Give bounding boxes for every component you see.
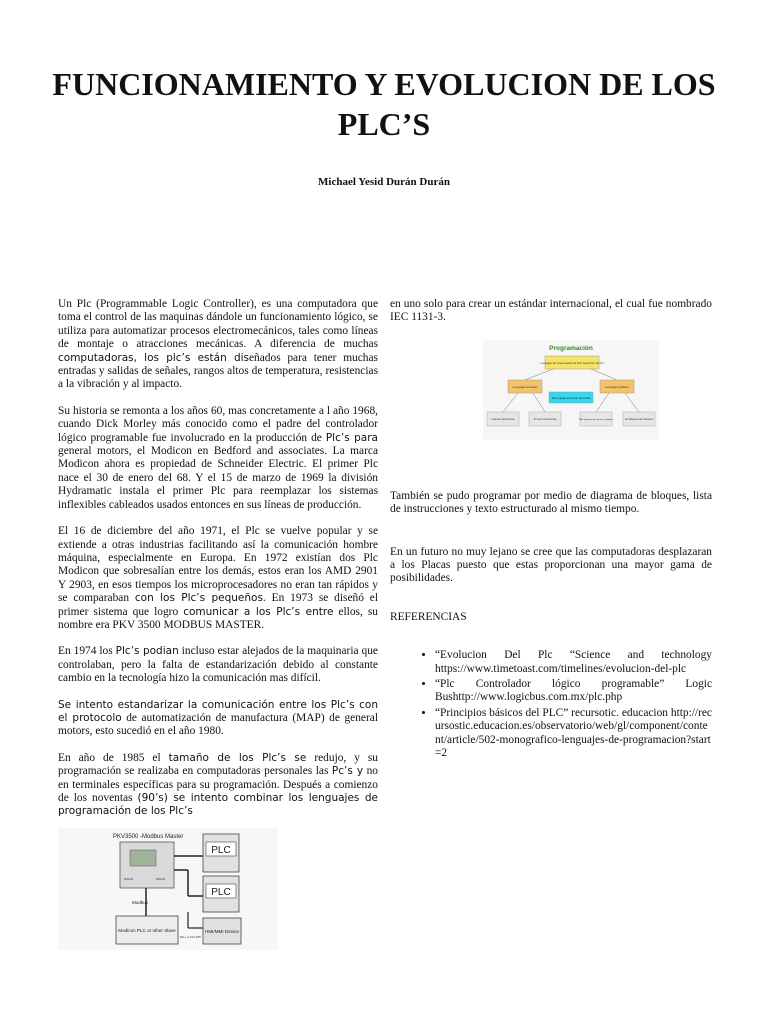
diagram-textual-label: Lenguajes textuales [512, 385, 538, 389]
link-label: DH+ or DH-485 [180, 935, 201, 939]
plc-label: PLC [211, 887, 231, 898]
programming-languages-diagram [483, 340, 659, 440]
diagram-leaf-label: LD diagrama de contactos [625, 418, 653, 421]
paragraph-1985 [58, 752, 378, 819]
reference-item: • “Evolucion Del Plc “Science and technology https://www.timetoast.com/timelines/evolucion-del-plc [435, 649, 712, 676]
paragraph-iec: en uno solo para crear un estándar internacional, el cual fue nombrado IEC 1131-3. [390, 298, 712, 324]
text-span: En 1974 los [58, 645, 116, 658]
paragraph-history [58, 405, 378, 512]
text-span: no en terminales específicas para su programación. Después a comienzo de los noventas [58, 765, 378, 804]
author-name: Michael Yesid Durán Durán [318, 176, 450, 188]
diagram-leaf-label: FBD diagrama de función en bloques [578, 419, 614, 421]
diagram-top-label: Lenguajes de programación de PLC según IEC 1131-3 [540, 362, 604, 365]
text-span: El 16 de diciembre del año 1971, el Plc se vuelve popular y se extiende a otras industrias facilitando así la comunicación hombre máquina, especialmente en Europa. En 1972 existían dos Plc Modicon que sobresalían entre los demás, estos eran los AMD 2901 Y 2903, en esos tiempos los microprocesadores no eran tan rápidos y se comparaban [58, 525, 378, 605]
handwritten-span: Plc’s podian [115, 645, 179, 658]
references-heading: REFERENCIAS [390, 610, 467, 623]
text-span: ellos, su nombre era PKV 3500 MODBUS MASTER. [58, 605, 378, 631]
handwritten-span: (90’s) se intento combinar los lenguajes de programación de los Plc’s [58, 792, 378, 818]
slave-label: Modicon PLC or other Slave [118, 928, 176, 933]
text-span: eñados para tener muchas entradas y salidas de señales, rangos altos de temperatura, resistencias a la vibración y al impacto. [58, 351, 378, 391]
diagram-center-label: Mas lenguaje de función secuencial [552, 397, 590, 400]
paragraph-1971 [58, 525, 378, 632]
references-list [390, 649, 712, 760]
text-span: de automatización de manufactura (MAP) de general motors, esto sucedió en el año 1980. [58, 711, 378, 738]
text-span: general motors, el Modicon en Bedford and associates. La marca Modicon ahora es propiedad de Schneider Electric. El primer Plc nace el 30 de enero del 68. Y el 15 de marzo de 1969 la división Hydramatic instala el primer Plc para reemplazar los sistemas inflexibles cableados usados entonces en sus líneas de producción. [58, 445, 378, 511]
port-label: RS232 [124, 877, 134, 881]
text-span: En año de 1985 el [58, 751, 169, 764]
text-span: incluso estar alejados de la maquinaria que controlaban, pero la falta de estandarización debido al constante cambio en la tecnología hizo la comunicación mas difícil. [58, 645, 378, 685]
text-span: redujo, y su programación se realizaba en computadoras personales las [58, 751, 378, 778]
paragraph-map [58, 699, 378, 739]
handwritten-span: con los Plc’s pequeños [134, 592, 263, 605]
diagram-leaf-label: Lista de instrucciones [491, 418, 515, 421]
master-label: PKV3500 -Modbus Master [113, 834, 184, 840]
paragraph-bloques: También se pudo programar por medio de diagrama de bloques, lista de instrucciones y texto estructurado al mismo tiempo. [390, 489, 712, 516]
modbus-label: Modbus [132, 900, 149, 905]
text-span: Un Plc (Programmable Logic Controller), es una computadora que toma el control de las maquinas dándole un funcionamiento lógico, se utiliza para automatizar procesos electromecánicos, tales como líneas de montaje o atracciones mecánicas. A diferencia de muchas [58, 298, 378, 351]
plc-label: PLC [211, 845, 231, 856]
document-title: FUNCIONAMIENTO Y EVOLUCION DE LOS PLC’S [52, 66, 716, 142]
paragraph-intro [58, 298, 378, 392]
modbus-network-diagram [58, 828, 278, 950]
diagram-leaf-label: ST texto estructurado [533, 418, 557, 421]
diagram-title: Programación [549, 345, 593, 352]
port-label: RS232 [156, 877, 166, 881]
handwritten-span: comunicar a los Plc’s entre [183, 605, 334, 618]
reference-item: • “Plc Controlador lógico programable” Logic Bushttp://www.logicbus.com.mx/plc.php [435, 678, 712, 705]
diagram-graphic-label: Lenguajes gráficos [605, 385, 629, 389]
text-span: Su historia se remonta a los años 60, mas concretamente a l año 1968, cuando Dick Morley más conocido como el padre del controlador lógico programable fue involucrado en la producción de [58, 404, 378, 444]
handwritten-span: Pc’s y [331, 765, 364, 778]
hmi-label: HMI/MMI Device [205, 929, 239, 934]
paragraph-futuro: En un futuro no muy lejano se cree que las computadoras desplazaran a los Placas puesto que estas proporcionan una mayor gama de posibilidades. [390, 545, 712, 585]
spacer [390, 530, 712, 546]
spacer [390, 599, 712, 611]
handwritten-span: Se intento estandarizar la comunicación entre los Plc’s con el protocolo [58, 698, 378, 724]
handwritten-span: computadoras, los plc’s están dis [58, 351, 249, 364]
handwritten-span: tamaño de los Plc’s se [168, 751, 307, 764]
text-span: . En 1973 se diseñó el primer sistema que logro [58, 592, 378, 618]
spacer [390, 637, 712, 649]
reference-item: • “Principios básicos del PLC” recursotic. educacion http://recursostic.educacion.es/observatorio/web/gl/component/content/article/502-monografico-lenguajes-de-programacion?start=2 [435, 707, 712, 761]
paragraph-1974 [58, 645, 378, 685]
handwritten-span: Plc’s para [325, 431, 378, 444]
left-column [58, 298, 378, 832]
